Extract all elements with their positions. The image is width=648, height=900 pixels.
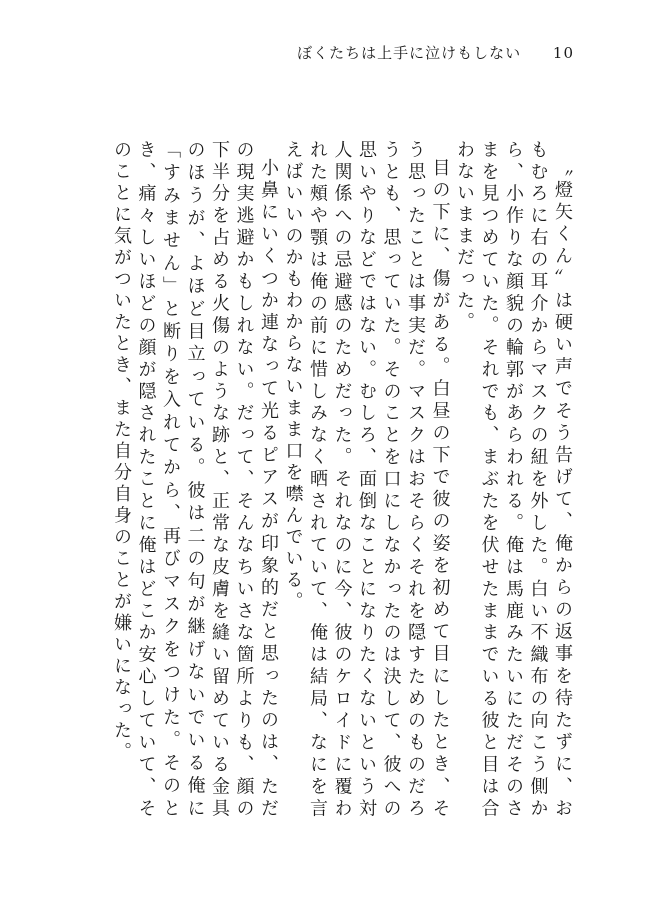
paragraph-1: 〝燈矢くん〟は硬い声でそう告げて、俺からの返事を待たずに、おもむろに右の耳介からマスクの紐を外した。白い不織布の向こう側から、小作りな顔貌の輪郭があらわれる。俺は馬鹿みたいにただそのさまを見つめていた。それでも、まぶたを伏せたままでいる彼と目は合わないままだった。 bbox=[454, 140, 573, 820]
paragraph-3: 小鼻にいくつか連なって光るピアスが印象的だと思ったのは、ただの現実逃避かもしれない。だって、そんなちいさな箇所よりも、顔の下半分を占める火傷のような跡と、正常な皮膚を縫い留めている金具のほうが、よほど目立っている。彼は二の句が継げないでいる俺に「すみません」と断りを入れてから、再びマスクをつけた。そのとき、痛々しいほどの顔が隠されたことに俺はどこか安心していて、そのことに気がついたとき、また自分自身のことが嫌いになった。 bbox=[111, 140, 279, 820]
book-title: ぼくたちは上手に泣けもしない bbox=[297, 44, 522, 62]
page-number: 10 bbox=[552, 44, 574, 62]
running-head bbox=[297, 42, 574, 63]
paragraph-2: 目の下に、傷がある。白昼の下で彼の姿を初めて目にしたとき、そう思ったことは事実だ。マスクはおそらくそれを隠すためのものだろうとも、思っていた。そのことを口にしなかったのは決して、彼への思いやりなどではない。むしろ、面倒なことになりたくないという対人関係への忌避感のためだった。それなのに今、彼のケロイドに覆われた頰や顎は俺の前に惜しみなく晒されていて、俺は結局、なにを言えばいいのかもわからないまま口を噤んでいる。 bbox=[282, 140, 451, 820]
body-text bbox=[64, 140, 574, 820]
